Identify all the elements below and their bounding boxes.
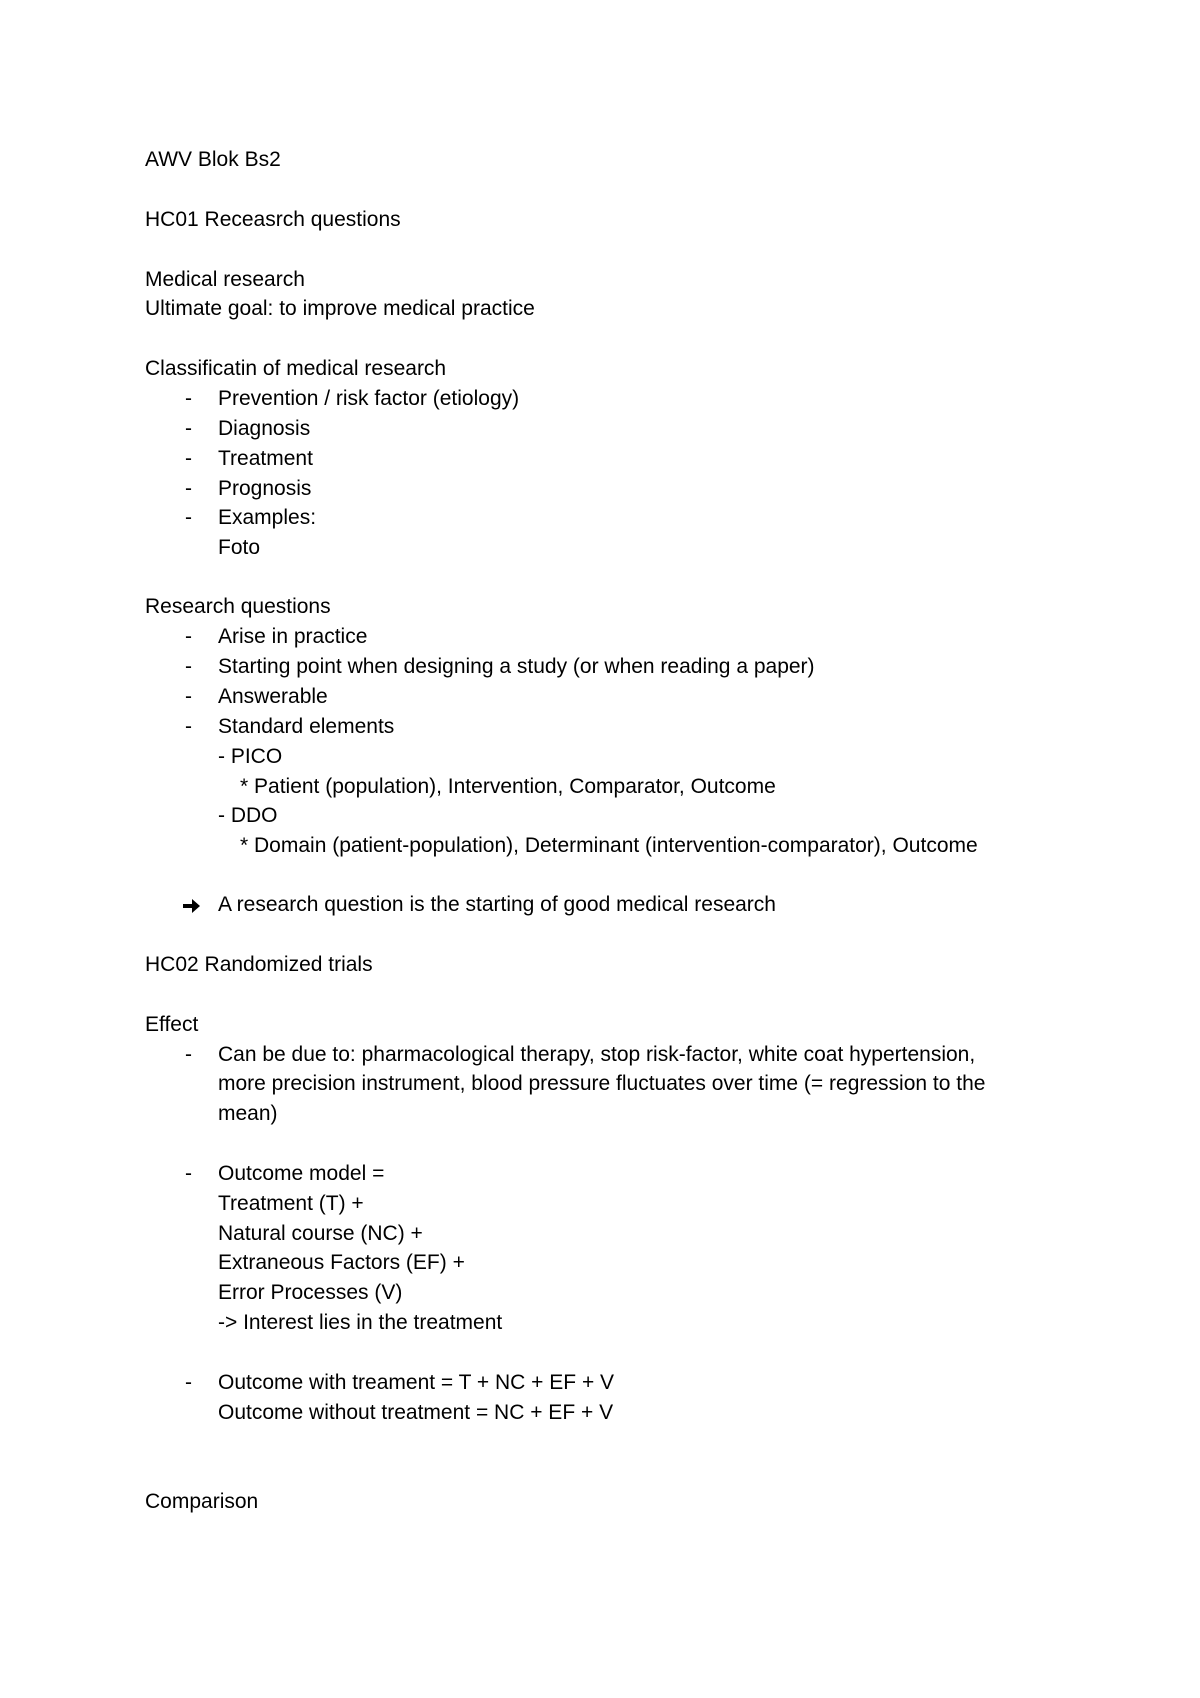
bullet-dash: - (185, 447, 192, 470)
medical-research-label: Medical research (145, 268, 305, 291)
model-line: Extraneous Factors (EF) + (218, 1251, 465, 1274)
model-line: -> Interest lies in the treatment (218, 1311, 503, 1334)
bullet-dash: - (185, 1043, 192, 1066)
effect-line: Can be due to: pharmacological therapy, stop risk-factor, white coat hypertension, (218, 1043, 976, 1066)
research-questions-heading: Research questions (145, 595, 331, 618)
bullet-dash: - (185, 655, 192, 678)
list-item: Diagnosis (218, 417, 311, 440)
bullet-dash: - (185, 715, 192, 738)
ddo-item: - DDO (218, 804, 278, 827)
list-item: Answerable (218, 685, 328, 708)
effect-line: more precision instrument, blood pressure fluctuates over time (= regression to the (218, 1072, 986, 1095)
list-item: Prognosis (218, 477, 312, 500)
model-line: Natural course (NC) + (218, 1222, 423, 1245)
effect-line: mean) (218, 1102, 278, 1125)
model-line: Error Processes (V) (218, 1281, 403, 1304)
ultimate-goal-text: Ultimate goal: to improve medical practice (145, 297, 535, 320)
with-treatment-formula: Outcome with treament = T + NC + EF + V (218, 1371, 615, 1394)
bullet-dash: - (185, 685, 192, 708)
conclusion-text: A research question is the starting of good medical research (218, 893, 776, 916)
bullet-dash: - (185, 1371, 192, 1394)
ddo-detail: * Domain (patient-population), Determinant (intervention-comparator), Outcome (240, 834, 978, 857)
classification-heading: Classificatin of medical research (145, 357, 447, 380)
bullet-dash: - (185, 477, 192, 500)
bullet-dash: - (185, 387, 192, 410)
hc01-heading: HC01 Receasrch questions (145, 208, 401, 231)
list-item: Arise in practice (218, 625, 368, 648)
list-item: Starting point when designing a study (or when reading a paper) (218, 655, 815, 678)
list-item: Treatment (218, 447, 313, 470)
effect-heading: Effect (145, 1013, 199, 1036)
model-line: Treatment (T) + (218, 1192, 364, 1215)
list-item: Standard elements (218, 715, 395, 738)
bullet-dash: - (185, 1162, 192, 1185)
doc-title: AWV Blok Bs2 (145, 148, 281, 171)
bullet-dash: - (185, 417, 192, 440)
foto-text: Foto (218, 536, 261, 559)
pico-item: - PICO (218, 745, 283, 768)
pico-detail: * Patient (population), Intervention, Comparator, Outcome (240, 775, 776, 798)
model-line: Outcome model = (218, 1162, 385, 1185)
bullet-dash: - (185, 625, 192, 648)
hc02-heading: HC02 Randomized trials (145, 953, 373, 976)
without-treatment-formula: Outcome without treatment = NC + EF + V (218, 1401, 614, 1424)
list-item: Prevention / risk factor (etiology) (218, 387, 520, 410)
comparison-heading: Comparison (145, 1490, 259, 1513)
list-item: Examples: (218, 506, 317, 529)
bullet-dash: - (185, 506, 192, 529)
arrow-right-icon (180, 890, 202, 920)
